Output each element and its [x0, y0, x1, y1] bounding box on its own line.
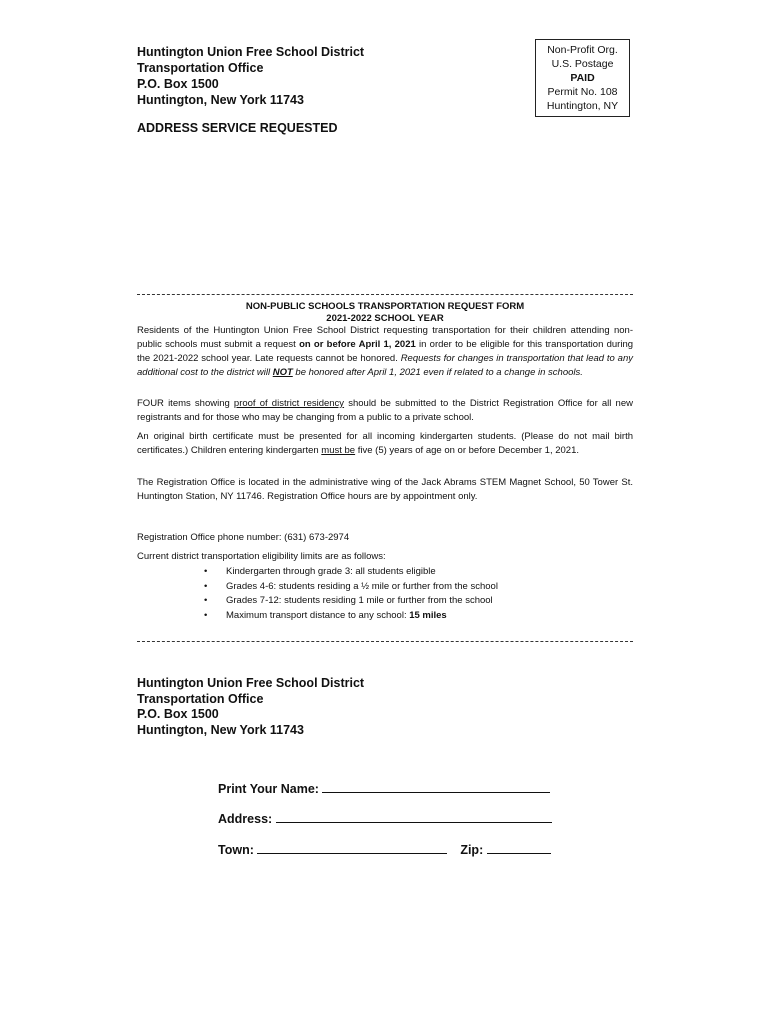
address-field-row: [218, 810, 552, 826]
return-line-1: Huntington Union Free School District: [137, 676, 365, 690]
return-line-2: Transportation Office: [137, 691, 264, 706]
town-zip-field-row: [218, 841, 551, 857]
p3-text-c: five (5) years of age on or before December 1, 2021.: [355, 445, 579, 456]
postage-paid: PAID: [570, 72, 595, 84]
p1-text-c: in order to be eligible for this transportation during the 2021-2022 school year. Late requests cannot be honored.: [137, 339, 634, 364]
address-label: Address:: [218, 812, 273, 826]
paragraph-residency: [137, 397, 633, 425]
postage-permit: Permit No. 108: [547, 86, 618, 98]
return-address: [137, 676, 364, 738]
p1-not: NOT: [272, 367, 293, 378]
paragraph-deadline: [137, 324, 633, 380]
form-title: NON-PUBLIC SCHOOLS TRANSPORTATION REQUEST FORM: [245, 301, 525, 312]
list-item: • Grades 4-6: students residing a ½ mile or further from the school: [200, 580, 498, 595]
p1-text-d: Requests for changes in transportation that lead to any additional cost to the district will: [137, 353, 633, 378]
p1-deadline: on or before April 1, 2021: [299, 339, 416, 350]
dashed-divider-top: [137, 294, 633, 295]
p3-must-be: must be: [321, 445, 356, 456]
name-field[interactable]: [322, 780, 550, 793]
sender-line-1: Huntington Union Free School District: [137, 45, 365, 59]
paragraph-birth-certificate: [137, 430, 633, 458]
address-field[interactable]: [276, 810, 552, 823]
p2-text-a: FOUR items showing: [137, 398, 234, 409]
p3-text-a: An original birth certificate must be presented for all incoming kindergarten students. (Please do not mail birth certificates.) Children entering kindergarten: [137, 431, 633, 456]
p1-text-a: Residents of the Huntington Union Free School District requesting transportation for their children attending non-public schools must submit a request: [137, 325, 633, 350]
name-field-row: [218, 780, 550, 796]
limit4-miles: 15 miles: [409, 609, 447, 621]
p2-residency: proof of district residency: [233, 398, 345, 409]
return-line-3: P.O. Box 1500: [137, 707, 219, 721]
zip-label: Zip:: [460, 843, 484, 857]
postage-city: Huntington, NY: [546, 100, 619, 112]
dashed-divider-bottom: [137, 641, 633, 642]
list-item: • Grades 7-12: students residing 1 mile or further from the school: [200, 594, 498, 609]
limit4-text: Maximum transport distance to any school:: [226, 609, 410, 621]
town-field[interactable]: [257, 841, 447, 854]
registration-phone: Registration Office phone number: (631) 673-2974: [137, 532, 350, 543]
p4-text: The Registration Office is located in the administrative wing of the Jack Abrams STEM Magnet School, 50 Tower St. Huntington Station, NY 11746. Registration Office hours are by appointment only.: [137, 477, 633, 502]
postage-line-2: U.S. Postage: [551, 58, 614, 70]
town-label: Town:: [218, 843, 254, 857]
sender-line-2: Transportation Office: [137, 61, 264, 75]
list-item: • Kindergarten through grade 3: all students eligible: [200, 565, 498, 580]
sender-line-4: Huntington, New York 11743: [137, 93, 304, 107]
return-line-4: Huntington, New York 11743: [137, 722, 304, 737]
postage-indicia: [535, 39, 630, 117]
zip-field[interactable]: [487, 841, 551, 854]
limits-intro: Current district transportation eligibility limits are as follows:: [137, 551, 386, 562]
sender-line-3: P.O. Box 1500: [137, 77, 219, 91]
paragraph-registration-office: [137, 476, 633, 504]
list-item: [200, 609, 498, 624]
name-label: Print Your Name:: [218, 782, 319, 796]
p2-text-c: should be submitted to the District Registration Office for all new registrants and for those who may be changing from a public to a private school.: [137, 398, 633, 423]
p1-text-f: be honored after April 1, 2021 even if related to a change in schools.: [292, 367, 583, 378]
eligibility-limits-list: [200, 565, 498, 623]
postage-line-1: Non-Profit Org.: [547, 44, 618, 56]
address-service-requested: ADDRESS SERVICE REQUESTED: [137, 121, 338, 135]
form-subtitle: 2021-2022 SCHOOL YEAR: [326, 313, 444, 324]
sender-address: [137, 44, 364, 108]
